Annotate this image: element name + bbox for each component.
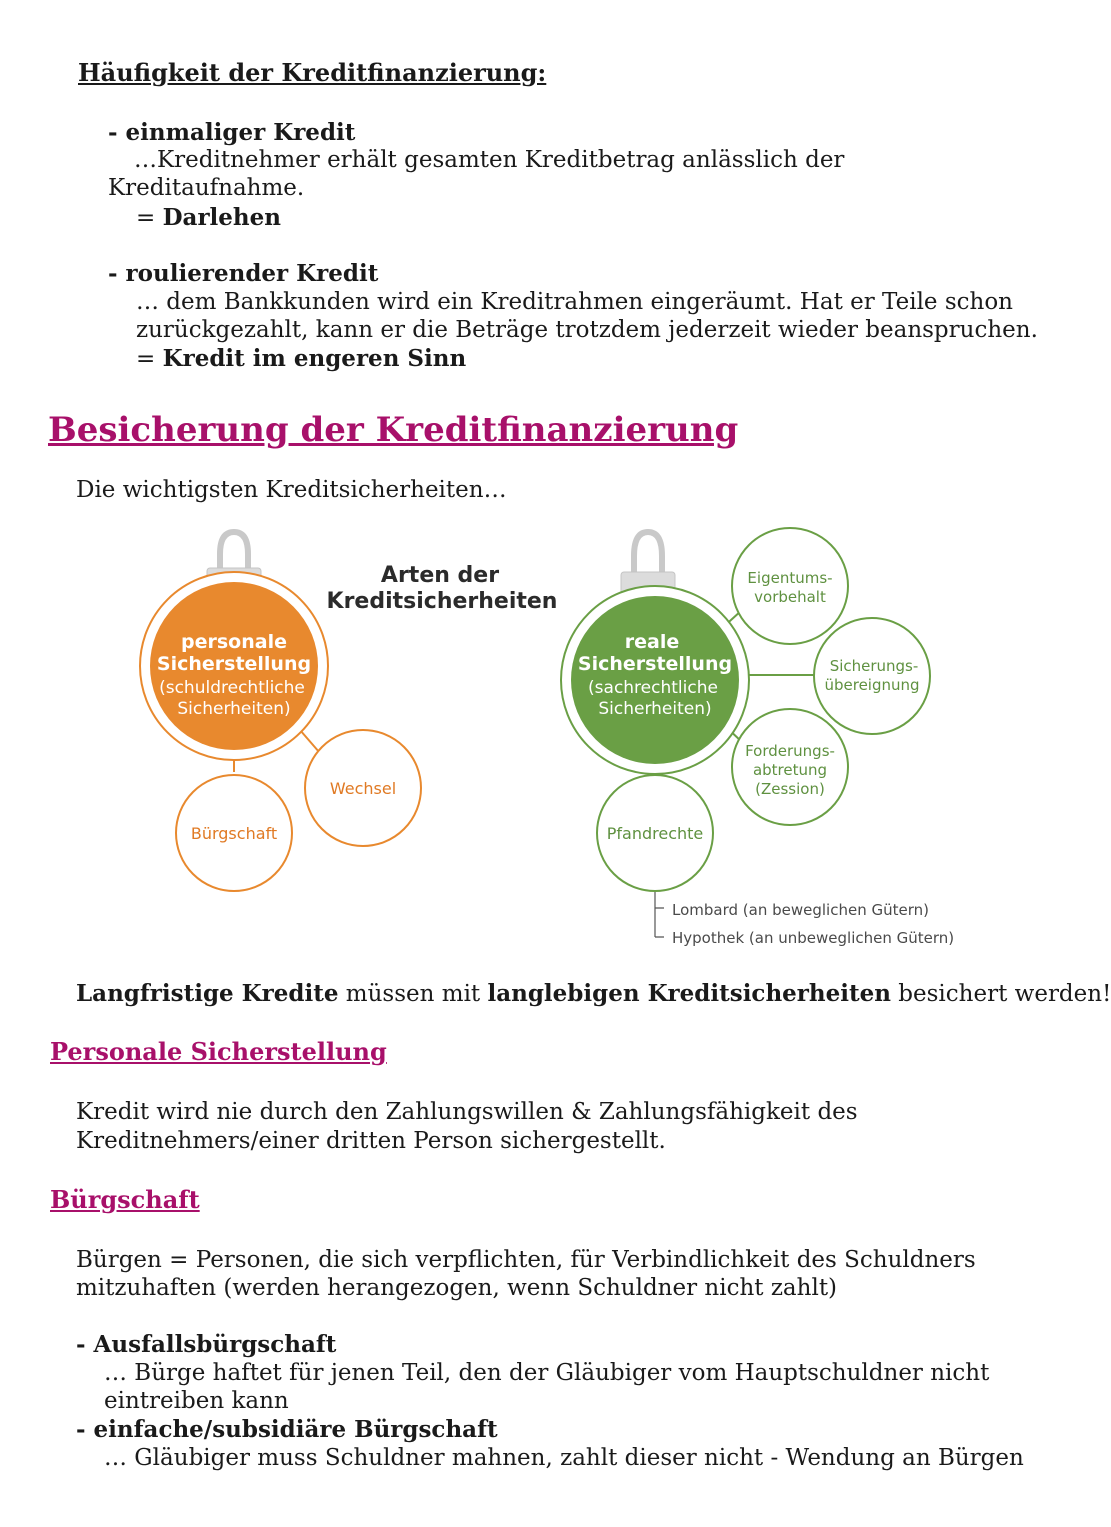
personal-group bbox=[140, 532, 421, 891]
diagram-title-line2: Kreditsicherheiten bbox=[326, 589, 558, 614]
real-line1: reale bbox=[624, 631, 680, 653]
forderungsabtretung-line2: abtretung bbox=[752, 761, 828, 779]
item-ausfallsbuergschaft-title: - Ausfallsbürgschaft bbox=[76, 1331, 337, 1358]
personal-line2: Sicherstellung bbox=[156, 653, 312, 675]
personal-text-line1: Kredit wird nie durch den Zahlungswillen & Zahlungsfähigkeit des bbox=[76, 1099, 858, 1125]
diagram-title-line1: Arten der bbox=[380, 563, 500, 588]
item-roulierender-kredit-line2: zurückgezahlt, kann er die Beträge trotzdem jederzeit wieder beanspruchen. bbox=[136, 317, 1038, 343]
eigentumsvorbehalt-line2: vorbehalt bbox=[754, 588, 826, 606]
pledge-lombard: Lombard (an beweglichen Gütern) bbox=[672, 901, 929, 919]
personal-line1: personale bbox=[181, 631, 287, 653]
pfandrechte-label: Pfandrechte bbox=[606, 824, 704, 843]
personal-line4: Sicherheiten) bbox=[177, 699, 291, 719]
rule-langfristige-kredite: Langfristige Kredite müssen mit langlebigen Kreditsicherheiten besichert werden! bbox=[76, 980, 1111, 1007]
item-ausfallsbuergschaft-line1: … Bürge haftet für jenen Teil, den der Gläubiger vom Hauptschuldner nicht bbox=[104, 1360, 990, 1386]
item-einmaliger-kredit-line2: Kreditaufnahme. bbox=[108, 175, 305, 201]
item-einmaliger-kredit-line1: …Kreditnehmer erhält gesamten Kreditbetrag anlässlich der bbox=[134, 147, 845, 173]
intro-kreditsicherheiten: Die wichtigsten Kreditsicherheiten… bbox=[76, 477, 507, 503]
real-group bbox=[561, 528, 954, 947]
heading-kreditfinanzierung-haeufigkeit: Häufigkeit der Kreditfinanzierung: bbox=[78, 58, 547, 87]
real-line2: Sicherstellung bbox=[577, 653, 733, 675]
wechsel-label: Wechsel bbox=[329, 779, 397, 798]
buergschaft-label: Bürgschaft bbox=[190, 824, 278, 843]
item-ausfallsbuergschaft-line2: eintreiben kann bbox=[104, 1388, 289, 1414]
personal-line3: (schuldrechtliche bbox=[159, 678, 305, 698]
buergschaft-text-line2: mitzuhaften (werden herangezogen, wenn Schuldner nicht zahlt) bbox=[76, 1275, 838, 1301]
item-roulierender-kredit-title: - roulierender Kredit bbox=[108, 260, 379, 287]
pledge-bracket bbox=[655, 892, 664, 937]
item-roulierender-kredit-result: = Kredit im engeren Sinn bbox=[136, 345, 467, 372]
item-einmaliger-kredit-result: = Darlehen bbox=[136, 204, 282, 231]
forderungsabtretung-line3: (Zession) bbox=[755, 780, 825, 798]
buergschaft-text-line1: Bürgen = Personen, die sich verpflichten, für Verbindlichkeit des Schuldners bbox=[76, 1247, 976, 1273]
kreditsicherheiten-diagram bbox=[0, 520, 1080, 960]
item-roulierender-kredit-line1: … dem Bankkunden wird ein Kreditrahmen eingeräumt. Hat er Teile schon bbox=[136, 289, 1013, 315]
real-line4: Sicherheiten) bbox=[598, 699, 712, 719]
item-einmaliger-kredit-title: - einmaliger Kredit bbox=[108, 119, 356, 146]
sicherungsuebereignung-line2: übereignung bbox=[824, 676, 920, 694]
sicherungsuebereignung-line1: Sicherungs- bbox=[829, 657, 919, 675]
item-einfache-buergschaft-line1: … Gläubiger muss Schuldner mahnen, zahlt dieser nicht - Wendung an Bürgen bbox=[104, 1445, 1024, 1471]
pledge-hypothek: Hypothek (an unbeweglichen Gütern) bbox=[672, 929, 955, 947]
section-title-besicherung: Besicherung der Kreditfinanzierung bbox=[48, 410, 739, 450]
subtitle-personale-sicherstellung: Personale Sicherstellung bbox=[50, 1037, 387, 1066]
forderungsabtretung-line1: Forderungs- bbox=[745, 742, 835, 760]
subtitle-buergschaft: Bürgschaft bbox=[50, 1185, 200, 1214]
item-einfache-buergschaft-title: - einfache/subsidiäre Bürgschaft bbox=[76, 1416, 498, 1443]
real-line3: (sachrechtliche bbox=[588, 678, 718, 698]
personal-text-line2: Kreditnehmers/einer dritten Person sichergestellt. bbox=[76, 1128, 666, 1154]
eigentumsvorbehalt-line1: Eigentums- bbox=[747, 569, 833, 587]
